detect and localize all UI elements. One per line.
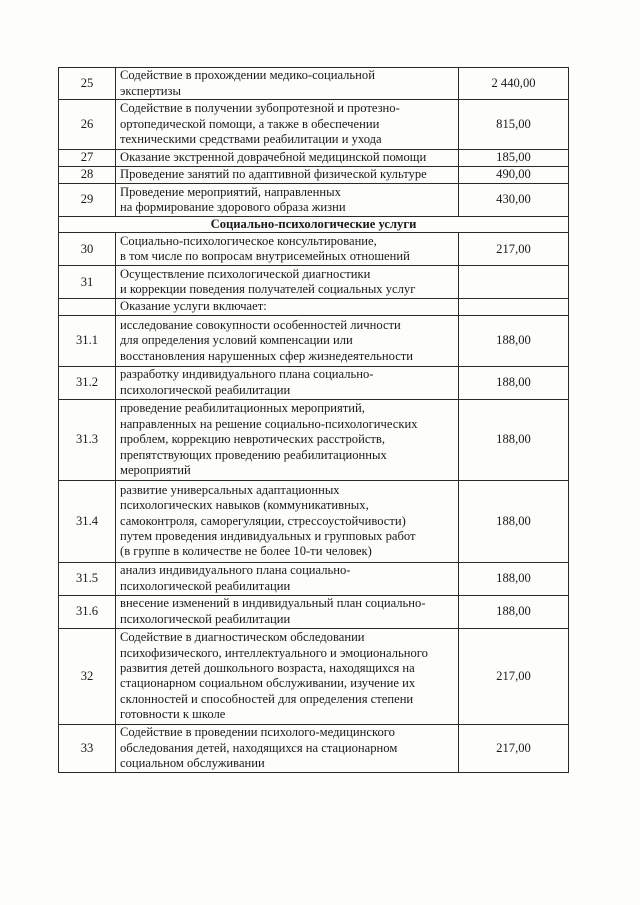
table-row	[59, 595, 569, 628]
service-price: 188,00	[459, 480, 569, 562]
table-row	[59, 562, 569, 595]
service-name-line: проблем, коррекцию невротических расстройств,	[120, 432, 386, 447]
service-name	[116, 68, 459, 100]
service-name-line: психологической реабилитации	[120, 382, 291, 397]
service-price	[459, 299, 569, 315]
service-price: 188,00	[459, 399, 569, 480]
service-name	[116, 150, 459, 167]
service-name-line: препятствующих проведению реабилитационных	[120, 447, 387, 462]
service-name-line: на формирование здорового образа жизни	[120, 200, 346, 214]
service-price: 430,00	[459, 184, 569, 217]
service-name-line: стационарном социальном обслуживании, изучение их	[120, 676, 416, 691]
service-name-line: социальном обслуживании	[120, 756, 265, 771]
service-price: 188,00	[459, 366, 569, 399]
service-price: 217,00	[459, 628, 569, 724]
service-price: 185,00	[459, 150, 569, 167]
service-name	[116, 480, 459, 562]
service-price: 490,00	[459, 167, 569, 184]
service-name-line: ортопедической помощи, а также в обеспечении	[120, 116, 380, 131]
row-number: 31	[59, 266, 116, 299]
table-row	[59, 480, 569, 562]
service-name	[116, 184, 459, 217]
service-price: 217,00	[459, 724, 569, 772]
service-name	[116, 100, 459, 150]
service-name-line: экспертизы	[120, 83, 181, 98]
service-name-line: направленных на решение социально-психологических	[120, 416, 418, 431]
service-name	[116, 299, 459, 315]
service-name-line: мероприятий	[120, 462, 191, 477]
row-number: 31.3	[59, 399, 116, 480]
service-name-line: развитие универсальных адаптационных	[120, 482, 340, 497]
row-number: 27	[59, 150, 116, 167]
service-name-line: самоконтроля, саморегуляции, стрессоустойчивости)	[120, 513, 406, 528]
service-name-line: Проведение занятий по адаптивной физической культуре	[120, 167, 427, 182]
service-name-line: психологической реабилитации	[120, 611, 291, 626]
table-row	[59, 266, 569, 299]
service-name-line: техническими средствами реабилитации и ухода	[120, 132, 382, 147]
service-name-line: анализ индивидуального плана социально-	[120, 563, 351, 578]
table-row	[59, 628, 569, 724]
section-title: Социально-психологические услуги	[59, 217, 569, 233]
service-name-line: психологических навыков (коммуникативных,	[120, 498, 369, 513]
service-name-line: в том числе по вопросам внутрисемейных отношений	[120, 249, 410, 264]
service-price: 188,00	[459, 562, 569, 595]
row-number: 28	[59, 167, 116, 184]
service-name-line: Содействие в проведении психолого-медицинского	[120, 725, 395, 740]
services-price-table	[58, 67, 569, 773]
service-name	[116, 724, 459, 772]
service-name-line: психофизического, интеллектуального и эмоционального	[120, 645, 428, 660]
service-price: 815,00	[459, 100, 569, 150]
service-name-line: восстановления нарушенных сфер жизнедеятельности	[120, 348, 414, 363]
table-row	[59, 167, 569, 184]
service-name-line: развития детей дошкольного возраста, находящихся на	[120, 660, 415, 675]
service-name-line: Оказание экстренной доврачебной медицинской помощи	[120, 150, 427, 165]
service-price: 188,00	[459, 595, 569, 628]
row-number: 30	[59, 233, 116, 266]
service-name	[116, 315, 459, 366]
service-name-line: склонностей и способностей для определения степени	[120, 691, 414, 706]
table-row	[59, 315, 569, 366]
service-name-line: путем проведения индивидуальных и групповых работ	[120, 529, 416, 544]
row-number: 31.4	[59, 480, 116, 562]
table-row	[59, 100, 569, 150]
service-name	[116, 562, 459, 595]
table-body	[59, 68, 569, 773]
service-price: 217,00	[459, 233, 569, 266]
table-row	[59, 366, 569, 399]
service-name-line: готовности к школе	[120, 707, 226, 722]
service-name	[116, 595, 459, 628]
service-name-line: исследование совокупности особенностей личности	[120, 317, 401, 332]
service-name	[116, 628, 459, 724]
table-row	[59, 399, 569, 480]
service-name-line: Социально-психологическое консультирование,	[120, 234, 377, 248]
service-name-line: Оказание услуги включает:	[120, 299, 267, 314]
service-name	[116, 167, 459, 184]
row-number: 26	[59, 100, 116, 150]
service-price	[459, 266, 569, 299]
table-row	[59, 68, 569, 100]
table-row	[59, 299, 569, 315]
table-row	[59, 724, 569, 772]
service-name-line: (в группе в количестве не более 10-ти человек)	[120, 544, 372, 559]
service-name-line: психологической реабилитации	[120, 578, 291, 593]
service-price: 188,00	[459, 315, 569, 366]
row-number: 33	[59, 724, 116, 772]
service-price: 2 440,00	[459, 68, 569, 100]
row-number	[59, 299, 116, 315]
service-name	[116, 399, 459, 480]
service-name	[116, 266, 459, 299]
table-row	[59, 150, 569, 167]
row-number: 31.6	[59, 595, 116, 628]
row-number: 25	[59, 68, 116, 100]
service-name-line: разработку индивидуального плана социально-	[120, 367, 374, 382]
service-name-line: для определения условий компенсации или	[120, 333, 353, 348]
row-number: 31.5	[59, 562, 116, 595]
service-name-line: Содействие в получении зубопротезной и протезно-	[120, 101, 400, 116]
service-name	[116, 233, 459, 266]
service-name-line: Содействие в диагностическом обследовании	[120, 630, 365, 645]
row-number: 32	[59, 628, 116, 724]
row-number: 31.2	[59, 366, 116, 399]
service-name-line: и коррекции поведения получателей социальных услуг	[120, 282, 416, 297]
service-name-line: обследования детей, находящихся на стационарном	[120, 740, 398, 755]
service-name-line: Осуществление психологической диагностики	[120, 267, 371, 281]
service-name-line: Содействие в прохождении медико-социальной	[120, 68, 375, 83]
row-number: 29	[59, 184, 116, 217]
table-row	[59, 184, 569, 217]
row-number: 31.1	[59, 315, 116, 366]
service-name-line: Проведение мероприятий, направленных	[120, 184, 341, 199]
service-name	[116, 366, 459, 399]
table-row	[59, 233, 569, 266]
service-name-line: проведение реабилитационных мероприятий,	[120, 401, 365, 416]
section-header-row	[59, 217, 569, 233]
service-name-line: внесение изменений в индивидуальный план социально-	[120, 596, 426, 611]
